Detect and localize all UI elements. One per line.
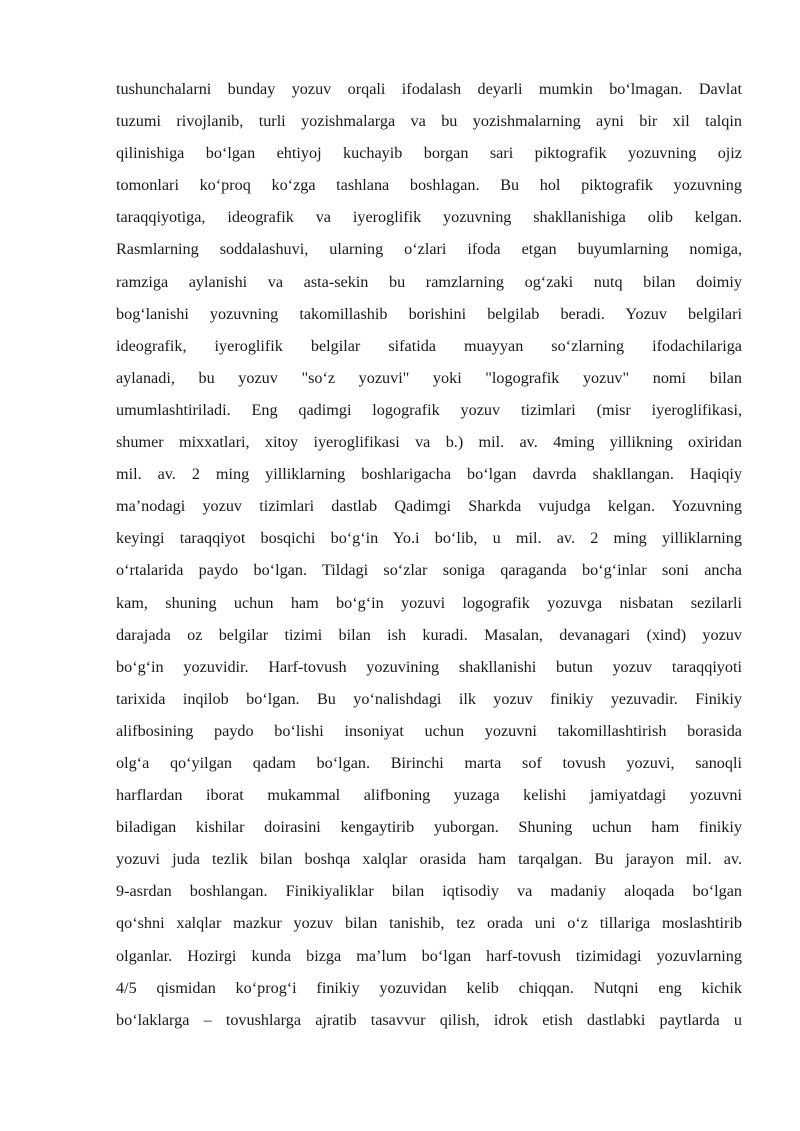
text-line-30: bo‘laklarga – tovushlarga ajratib tasavvur qilish, idrok etish dastlabki paytlarda u <box>116 1010 742 1029</box>
text-line-28: olganlar. Hozirgi kunda bizga ma’lum bo‘lgan harf-tovush tizimidagi yozuvlarning <box>116 946 742 965</box>
text-line-9: ideografik, iyeroglifik belgilar sifatida muayyan so‘zlarning ifodachilariga <box>116 336 742 355</box>
text-line-7: ramziga aylanishi va asta-sekin bu ramzlarning og‘zaki nutq bilan doimiy <box>116 272 742 291</box>
text-line-20: tarixida inqilob bo‘lgan. Bu yo‘nalishdagi ilk yozuv finikiy yezuvadir. Finikiy <box>116 689 742 708</box>
text-line-6: Rasmlarning soddalashuvi, ularning o‘zlari ifoda etgan buyumlarning nomiga, <box>116 240 742 259</box>
text-line-27: qo‘shni xalqlar mazkur yozuv bilan tanishib, tez orada uni o‘z tillariga moslashtirib <box>116 914 742 933</box>
text-line-3: qilinishiga bo‘lgan ehtiyoj kuchayib borgan sari piktografik yozuvning ojiz <box>116 144 742 163</box>
text-line-17: kam, shuning uchun ham bo‘g‘in yozuvi logografik yozuvga nisbatan sezilarli <box>116 593 742 612</box>
text-line-4: tomonlari ko‘proq ko‘zga tashlana boshlagan. Bu hol piktografik yozuvning <box>116 176 742 195</box>
text-line-13: mil. av. 2 ming yilliklarning boshlarigacha bo‘lgan davrda shakllangan. Haqiqiy <box>116 465 742 484</box>
text-line-5: taraqqiyotiga, ideografik va iyeroglifik yozuvning shakllanishiga olib kelgan. <box>116 208 742 227</box>
text-line-25: yozuvi juda tezlik bilan boshqa xalqlar orasida ham tarqalgan. Bu jarayon mil. av. <box>116 850 742 869</box>
text-line-22: olg‘a qo‘yilgan qadam bo‘lgan. Birinchi marta sof tovush yozuvi, sanoqli <box>116 753 742 772</box>
text-line-15: keyingi taraqqiyot bosqichi bo‘g‘in Yo.i bo‘lib, u mil. av. 2 ming yilliklarning <box>116 529 742 548</box>
text-line-16: o‘rtalarida paydo bo‘lgan. Tildagi so‘zlar soniga qaraganda bo‘g‘inlar soni ancha <box>116 561 742 580</box>
text-line-18: darajada oz belgilar tizimi bilan ish kuradi. Masalan, devanagari (xind) yozuv <box>116 625 742 644</box>
text-line-26: 9-asrdan boshlangan. Finikiyaliklar bilan iqtisodiy va madaniy aloqada bo‘lgan <box>116 882 742 901</box>
text-line-1: tushunchalarni bunday yozuv orqali ifodalash deyarli mumkin bo‘lmagan. Davlat <box>116 80 742 98</box>
text-line-2: tuzumi rivojlanib, turli yozishmalarga va bu yozishmalarning ayni bir xil talqin <box>116 112 742 131</box>
body-text <box>116 73 742 1036</box>
text-line-29: 4/5 qismidan ko‘prog‘i finikiy yozuvidan kelib chiqqan. Nutqni eng kichik <box>116 978 742 997</box>
text-line-14: ma’nodagi yozuv tizimlari dastlab Qadimgi Sharkda vujudga kelgan. Yozuvning <box>116 497 742 516</box>
text-line-24: biladigan kishilar doirasini kengaytirib yuborgan. Shuning uchun ham finikiy <box>116 818 742 837</box>
text-line-10: aylanadi, bu yozuv "so‘z yozuvi" yoki "logografik yozuv" nomi bilan <box>116 368 742 387</box>
text-line-19: bo‘g‘in yozuvidir. Harf-tovush yozuvining shakllanishi butun yozuv taraqqiyoti <box>116 657 742 676</box>
text-line-8: bog‘lanishi yozuvning takomillashib borishini belgilab beradi. Yozuv belgilari <box>116 304 742 323</box>
text-line-21: alifbosining paydo bo‘lishi insoniyat uchun yozuvni takomillashtirish borasida <box>116 721 742 740</box>
text-line-11: umumlashtiriladi. Eng qadimgi logografik yozuv tizimlari (misr iyeroglifikasi, <box>116 400 742 419</box>
text-line-23: harflardan iborat mukammal alifboning yuzaga kelishi jamiyatdagi yozuvni <box>116 786 742 805</box>
text-line-12: shumer mixxatlari, xitoy iyeroglifikasi va b.) mil. av. 4ming yillikning oxiridan <box>116 433 742 452</box>
